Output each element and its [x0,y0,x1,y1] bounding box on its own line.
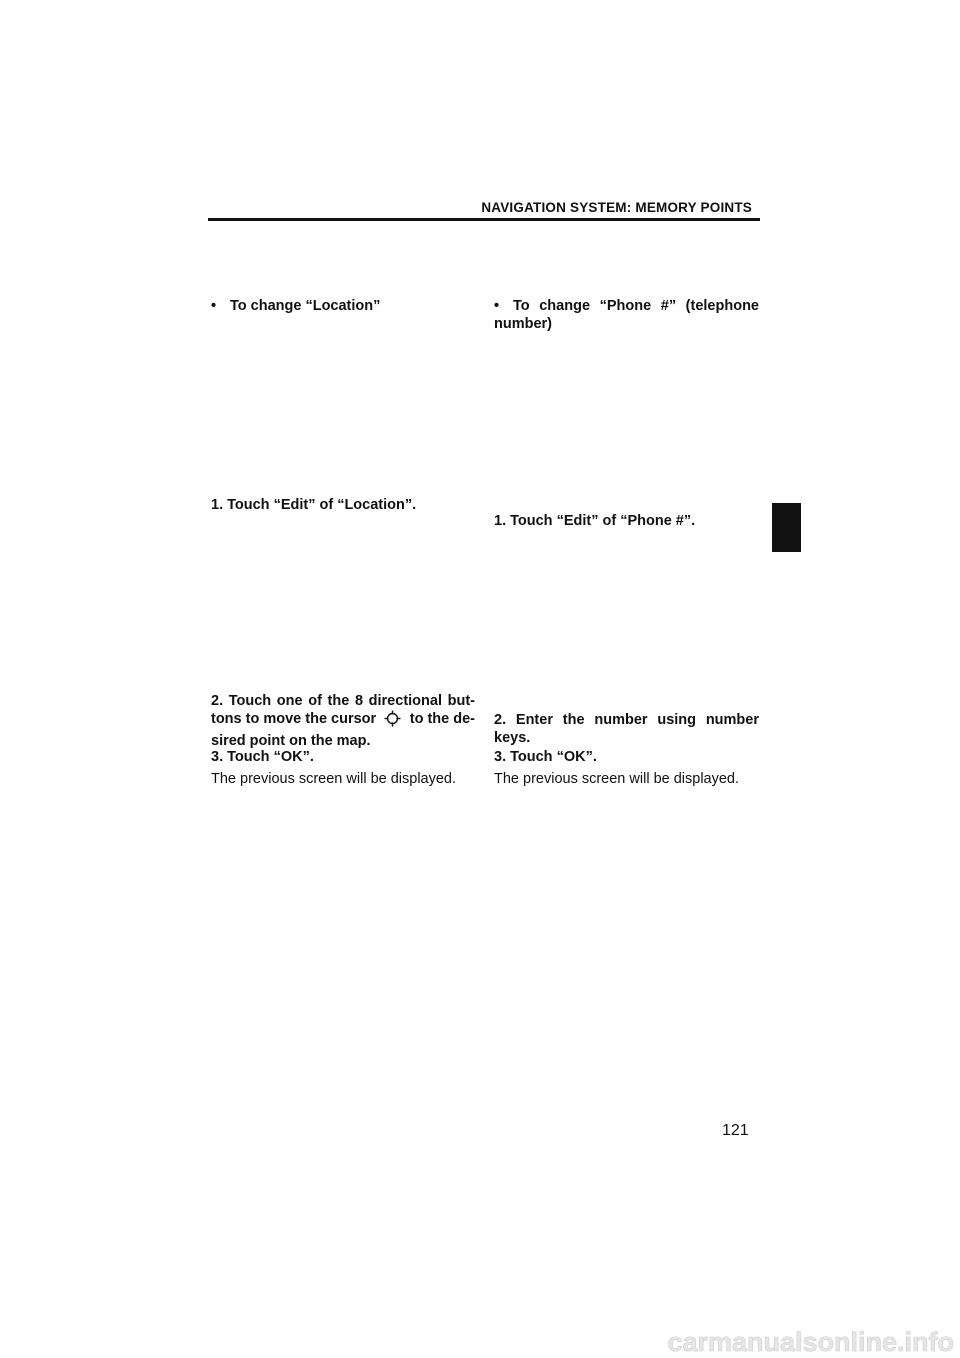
cursor-crosshair-icon [384,710,401,732]
left-step-1: 1. Touch “Edit” of “Location”. [211,497,417,513]
section-tab-marker [772,503,801,552]
left-step-2 [211,692,475,750]
right-step-2-line-1: 2. Enter the number using number [494,712,759,728]
right-heading-line-1: To change “Phone #” (telephone [513,298,759,314]
right-heading-line-2: number) [494,316,552,332]
left-step-2-line-2a: tons to move the cursor [211,711,377,727]
left-heading-text: To change “Location” [230,298,381,314]
right-step-3: 3. Touch “OK”. [494,749,597,765]
left-step-3: 3. Touch “OK”. [211,749,314,765]
right-note: The previous screen will be displayed. [494,771,740,787]
page-number: 121 [722,1122,749,1139]
left-step-2-line-1: 2. Touch one of the 8 directional but- [211,693,475,709]
header-rule [208,218,760,221]
right-step-2-line-2: keys. [494,730,531,746]
right-heading [494,297,759,333]
running-header: NAVIGATION SYSTEM: MEMORY POINTS [481,200,752,215]
bullet-icon: • [494,298,500,314]
left-step-2-line-3: sired point on the map. [211,733,371,749]
left-step-2-line-2b: to the de- [409,711,475,727]
svg-text:carmanualsonline.info: carmanualsonline.info [667,1327,954,1357]
right-step-2 [494,711,759,747]
left-heading [211,297,475,315]
left-note: The previous screen will be displayed. [211,771,457,787]
right-step-1: 1. Touch “Edit” of “Phone #”. [494,513,696,529]
left-step-2-line-2 [211,710,475,732]
bullet-icon: • [211,298,217,314]
watermark-logo [0,1320,960,1358]
